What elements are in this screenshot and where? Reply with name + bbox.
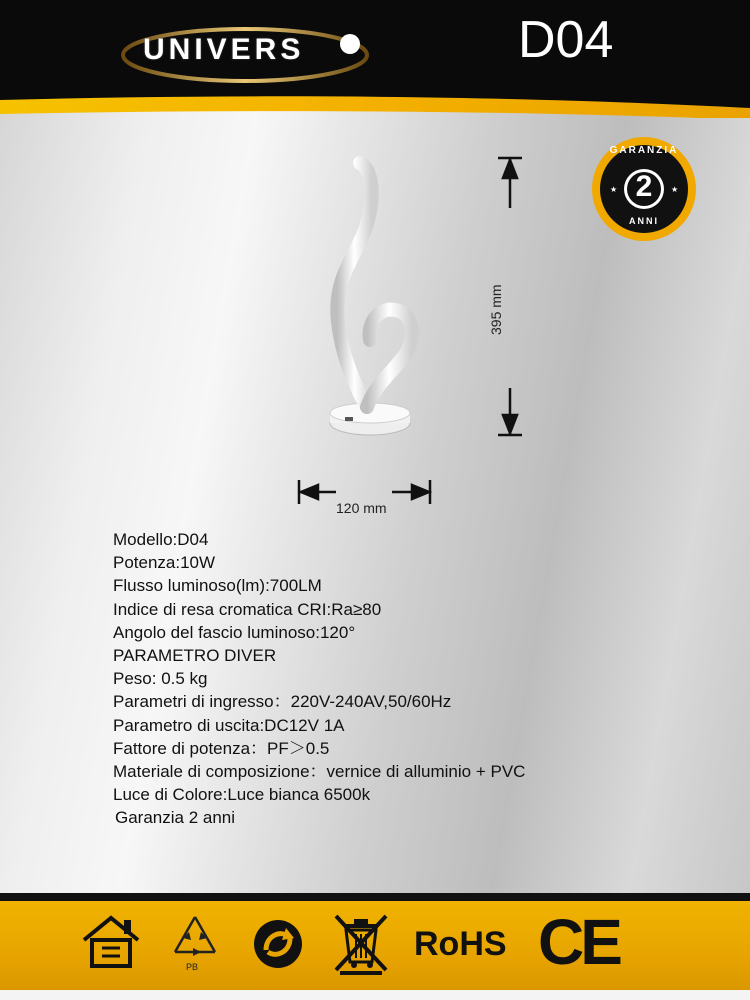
model-code-title: D04 <box>518 11 614 69</box>
warranty-badge-number: 2 <box>635 170 653 203</box>
svg-text:★: ★ <box>671 185 679 194</box>
green-dot-icon <box>250 916 306 972</box>
weee-bin-icon <box>330 910 392 976</box>
spec-model: Modello:D04 <box>113 530 209 549</box>
spec-cri: Indice di resa cromatica CRI:Ra≥80 <box>113 599 382 619</box>
rohs-mark: RoHS <box>414 925 507 963</box>
spec-material: Materiale di composizione：vernice di alluminio + PVC <box>113 762 526 782</box>
warranty-badge-top-text: GARANZIA <box>609 145 679 156</box>
brand-logo-text: UNIVERS <box>143 33 305 66</box>
footer-bottom-stripe <box>0 990 750 1000</box>
pb-label: PB <box>186 962 199 972</box>
width-dimension-label: 120 mm <box>336 500 387 516</box>
indoor-use-icon <box>78 912 144 970</box>
spec-output: Parametro di uscita:DC12V 1A <box>113 715 345 735</box>
spec-power: Potenza:10W <box>113 553 216 573</box>
spec-light-color: Luce di Colore:Luce bianca 6500k <box>113 785 371 805</box>
spec-power-factor: Fattore di potenza：PF＞0.5 <box>113 738 330 758</box>
height-dimension-label: 395 mm <box>488 284 504 335</box>
ce-mark: CE <box>538 906 619 978</box>
spec-list <box>113 528 525 830</box>
spec-luminous-flux: Flusso luminoso(lm):700LM <box>113 576 322 596</box>
warranty-badge-bottom-text: ANNI <box>629 216 659 226</box>
spec-driver-heading: PARAMETRO DIVER <box>113 646 277 666</box>
recycle-pb-icon <box>165 912 225 962</box>
spec-weight: Peso: 0.5 kg <box>113 669 208 689</box>
svg-text:★: ★ <box>610 185 618 194</box>
spec-beam-angle: Angolo del fascio luminoso:120° <box>113 622 356 642</box>
spec-input: Parametri di ingresso：220V-240AV,50/60Hz <box>113 692 452 712</box>
spec-warranty: Garanzia 2 anni <box>115 808 236 828</box>
